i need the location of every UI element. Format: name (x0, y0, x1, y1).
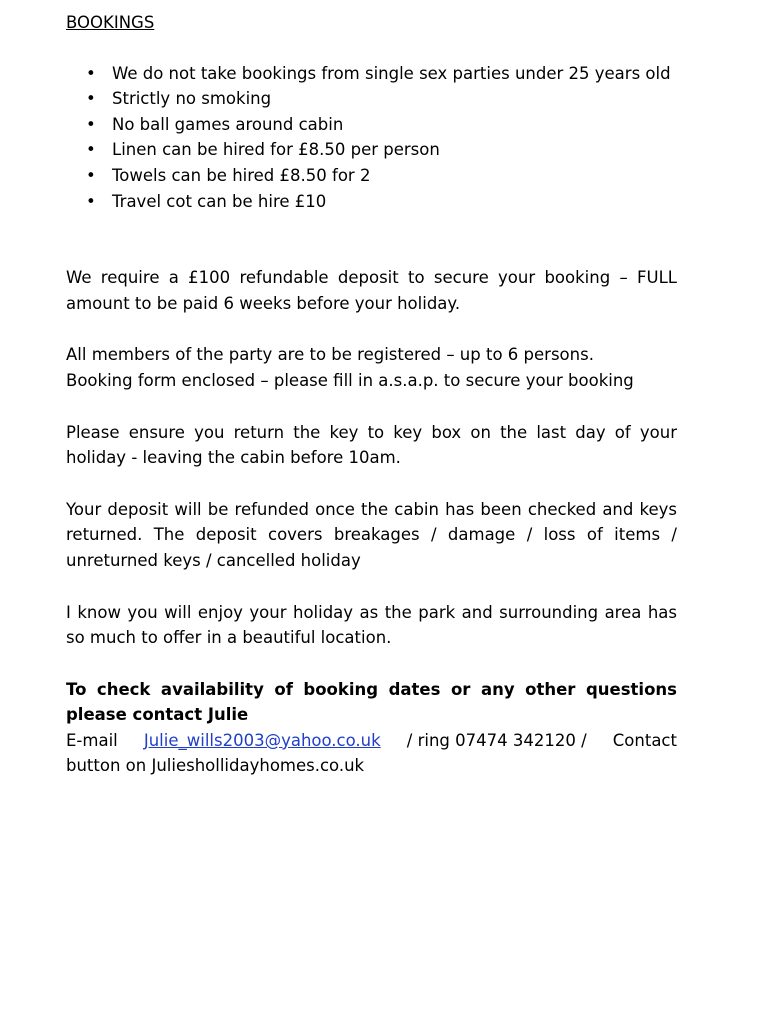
bookings-heading: BOOKINGS (66, 13, 155, 32)
document-content (66, 10, 677, 779)
list-item (66, 112, 677, 138)
bullet-icon: • (86, 140, 96, 160)
contact-button-text: button on Julieshollidayhomes.co.uk (66, 756, 365, 776)
rule-text: Travel cot can be hire £10 (112, 191, 327, 211)
rule-text: Linen can be hired for £8.50 per person (112, 140, 440, 160)
bullet-icon: • (86, 191, 96, 211)
rule-text: Towels can be hired £8.50 for 2 (112, 165, 371, 185)
bullet-icon: • (86, 165, 96, 185)
enjoy-paragraph: I know you will enjoy your holiday as the park and surrounding area has so much to offer in a beautiful location. (66, 602, 677, 648)
list-item (66, 163, 677, 189)
contact-word: Contact (612, 730, 677, 750)
list-item (66, 61, 677, 87)
rule-text: We do not take bookings from single sex parties under 25 years old (112, 63, 671, 83)
bullet-icon: • (86, 89, 96, 109)
refund-paragraph: Your deposit will be refunded once the cabin has been checked and keys returned. The deposit covers breakages / damage / loss of items / unreturned keys / cancelled holiday (66, 499, 677, 570)
contact-section (66, 677, 677, 779)
key-return-paragraph: Please ensure you return the key to key box on the last day of your holiday - leaving the cabin before 10am. (66, 422, 677, 468)
email-link[interactable]: Julie_wills2003@yahoo.co.uk (143, 730, 381, 750)
email-label: E-mail (66, 730, 118, 750)
list-item (66, 86, 677, 112)
list-item (66, 137, 677, 163)
ring-text: / ring 07474 342120 / (406, 730, 587, 750)
members-line: All members of the party are to be registered – up to 6 persons. (66, 345, 594, 365)
list-item (66, 189, 677, 215)
bullet-icon: • (86, 114, 96, 134)
contact-heading: To check availability of booking dates or any other questions please contact Julie (66, 679, 677, 725)
rule-text: Strictly no smoking (112, 89, 272, 109)
rule-text: No ball games around cabin (112, 114, 344, 134)
booking-rules-list (66, 61, 677, 215)
deposit-paragraph: We require a £100 refundable deposit to secure your booking – FULL amount to be paid 6 weeks before your holiday. (66, 268, 677, 313)
members-paragraph (66, 342, 677, 393)
contact-line (66, 728, 677, 754)
booking-form-line: Booking form enclosed – please fill in a.s.a.p. to secure your booking (66, 370, 634, 390)
bullet-icon: • (86, 63, 96, 83)
